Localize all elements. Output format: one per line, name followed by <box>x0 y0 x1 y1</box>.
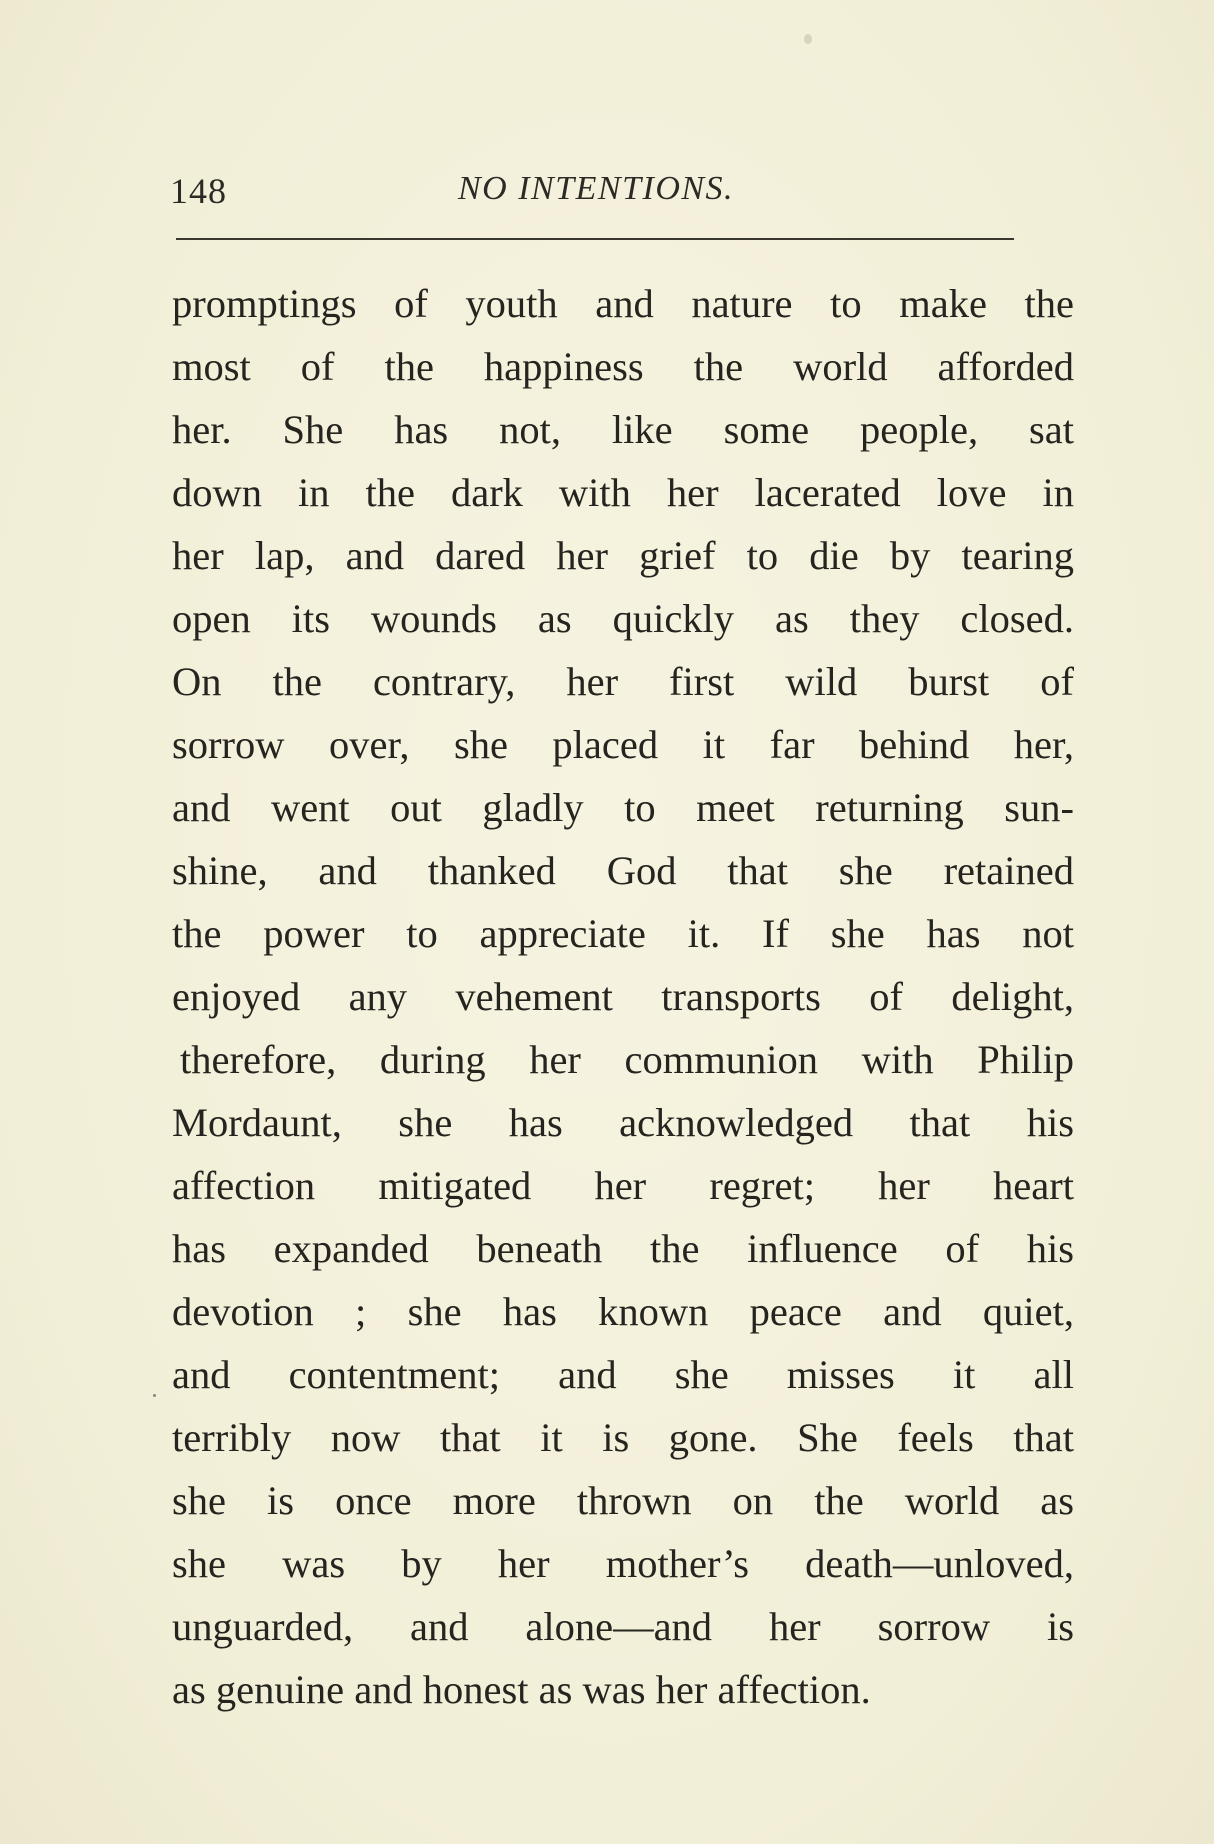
text-line: unguarded, and alone—and her sorrow is <box>172 1604 1074 1649</box>
text-line: she was by her mother’s death—unloved, <box>172 1541 1074 1586</box>
text-line: has expanded beneath the influence of his <box>172 1226 1074 1271</box>
running-head <box>170 162 1018 218</box>
text-line: shine, and thanked God that she retained <box>172 848 1074 893</box>
text-line: enjoyed any vehement transports of delight, <box>172 974 1074 1019</box>
text-line: and went out gladly to meet returning sun- <box>172 785 1074 830</box>
text-line: her lap, and dared her grief to die by tearing <box>172 533 1074 578</box>
header-rule <box>176 238 1014 240</box>
text-line: terribly now that it is gone. She feels that <box>172 1415 1074 1460</box>
text-line: affection mitigated her regret; her heart <box>172 1163 1074 1208</box>
paper-speck <box>804 34 812 44</box>
body-text <box>172 272 1074 1721</box>
text-line: as genuine and honest as was her affection. <box>172 1667 871 1712</box>
running-title: NO INTENTIONS. <box>458 170 735 207</box>
margin-mark <box>153 1394 156 1397</box>
text-line: therefore, during her communion with Philip <box>180 1037 1074 1082</box>
text-line: Mordaunt, she has acknowledged that his <box>172 1100 1074 1145</box>
text-line: open its wounds as quickly as they closed. <box>172 596 1074 641</box>
text-line: her. She has not, like some people, sat <box>172 407 1074 452</box>
text-line: she is once more thrown on the world as <box>172 1478 1074 1523</box>
text-line: devotion ; she has known peace and quiet, <box>172 1289 1074 1334</box>
text-line: most of the happiness the world afforded <box>172 344 1074 389</box>
text-line: sorrow over, she placed it far behind her, <box>172 722 1074 767</box>
text-line: promptings of youth and nature to make the <box>172 281 1074 326</box>
text-line: On the contrary, her first wild burst of <box>172 659 1074 704</box>
page-number: 148 <box>170 171 227 211</box>
text-line: the power to appreciate it. If she has not <box>172 911 1074 956</box>
text-line: and contentment; and she misses it all <box>172 1352 1074 1397</box>
text-line: down in the dark with her lacerated love in <box>172 470 1074 515</box>
